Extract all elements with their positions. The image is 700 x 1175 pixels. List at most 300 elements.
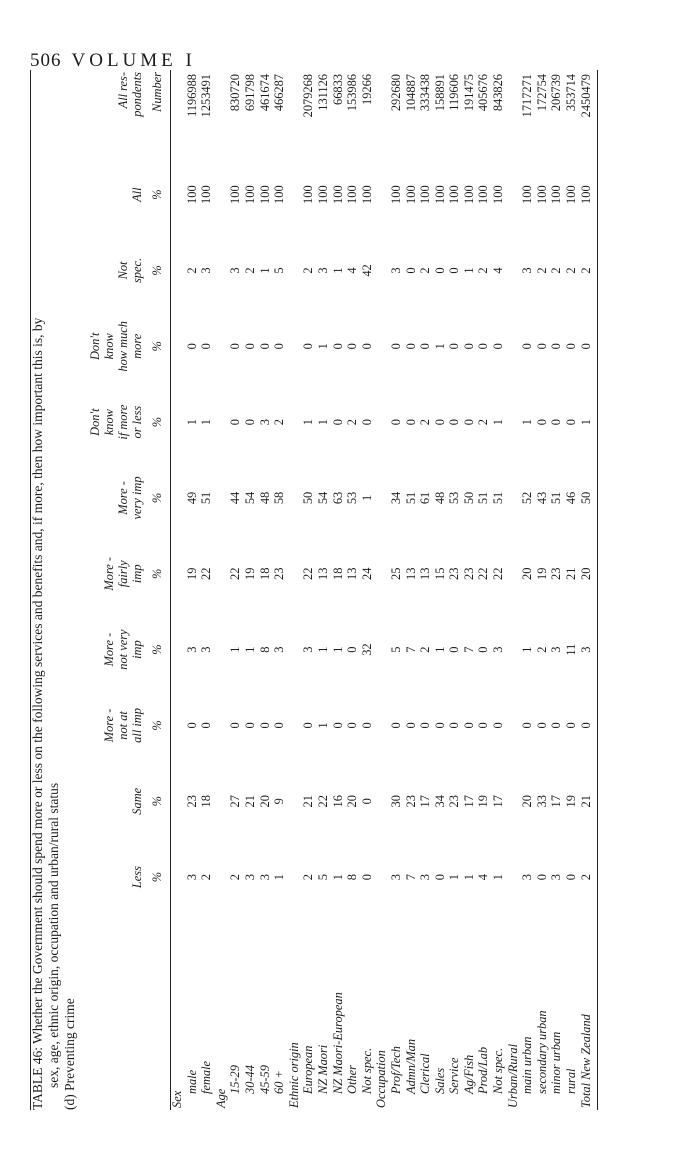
cell-dk_how_much: 0 [403, 343, 418, 350]
cell-number: 691798 [242, 74, 257, 112]
cell-all: 100 [491, 185, 506, 204]
cell-less: 3 [418, 873, 433, 881]
row-label: female [199, 1060, 214, 1094]
cell-fairly: 20 [520, 567, 535, 580]
column-header-line: More - [102, 556, 116, 591]
cell-same: 16 [330, 795, 345, 808]
column-header-line: not at [116, 711, 130, 740]
column-header-line: Don't [88, 332, 102, 361]
cell-very: 51 [199, 491, 214, 505]
cell-not_at_all: 0 [199, 722, 214, 729]
cell-not_spec: 0 [447, 267, 462, 274]
cell-all: 100 [301, 185, 316, 204]
table-row [258, 70, 273, 1110]
cell-less: 1 [461, 873, 476, 881]
cell-number: 172754 [534, 74, 549, 112]
column-header-line: not very [116, 629, 130, 670]
column-header-not_very [88, 612, 170, 688]
column-header-line: All res- [116, 72, 130, 109]
column-header-line: very imp [130, 476, 144, 520]
cell-less: 3 [549, 873, 564, 881]
cell-dk_more_less: 2 [345, 419, 360, 426]
cell-all: 100 [359, 185, 374, 204]
cell-all: 100 [461, 185, 476, 204]
cell-not_spec: 1 [257, 267, 272, 274]
cell-very: 50 [301, 491, 316, 505]
column-header-line: More - [102, 632, 116, 667]
cell-all: 100 [403, 185, 418, 204]
cell-not_very: 32 [359, 643, 374, 656]
cell-less: 4 [476, 873, 491, 881]
cell-dk_how_much: 0 [242, 343, 257, 350]
cell-not_very: 11 [564, 643, 579, 656]
cell-fairly: 13 [315, 567, 330, 580]
cell-dk_how_much: 1 [432, 343, 447, 350]
cell-not_at_all: 0 [184, 722, 199, 729]
cell-same: 17 [549, 795, 564, 808]
page-header [30, 50, 196, 72]
cell-dk_more_less: 1 [520, 419, 535, 426]
cell-same: 27 [228, 795, 243, 808]
cell-not_spec: 1 [330, 267, 345, 274]
row-label: main urban [520, 1036, 535, 1094]
row-label: 15-29 [228, 1065, 243, 1094]
column-header-not_spec [88, 233, 170, 309]
table-row [564, 70, 579, 1110]
cell-all: 100 [199, 185, 214, 204]
cell-very: 49 [184, 491, 199, 505]
row-label: Urban/Rural [505, 1043, 520, 1108]
cell-not_very: 0 [447, 646, 462, 653]
cell-very: 48 [257, 491, 272, 505]
cell-not_spec: 3 [388, 267, 403, 274]
cell-same: 34 [432, 795, 447, 808]
cell-less: 7 [403, 873, 418, 881]
data-table [88, 70, 593, 1110]
cell-dk_more_less: 3 [257, 419, 272, 426]
cell-all: 100 [228, 185, 243, 204]
cell-not_spec: 2 [549, 267, 564, 274]
cell-very: 44 [228, 491, 243, 505]
column-header-line: all imp [130, 708, 144, 743]
cell-dk_more_less: 0 [549, 419, 564, 426]
cell-same: 18 [199, 795, 214, 808]
row-label: Ethnic origin [286, 1042, 301, 1108]
cell-very: 63 [330, 491, 345, 505]
group-heading [506, 70, 521, 1110]
column-header-line: imp [130, 640, 144, 659]
cell-not_spec: 3 [228, 267, 243, 274]
row-label: Clerical [418, 1053, 433, 1094]
cell-same: 20 [520, 795, 535, 808]
column-unit: % [150, 720, 164, 731]
cell-dk_more_less: 1 [301, 419, 316, 426]
cell-very: 34 [388, 491, 403, 505]
row-label: Ag/Fish [461, 1054, 476, 1094]
cell-fairly: 22 [301, 567, 316, 580]
cell-very: 51 [476, 491, 491, 505]
cell-not_very: 7 [403, 646, 418, 653]
cell-not_spec: 2 [301, 267, 316, 274]
table-row [345, 70, 360, 1110]
cell-very: 54 [242, 491, 257, 505]
cell-dk_how_much: 0 [330, 343, 345, 350]
cell-not_very: 0 [345, 646, 360, 653]
cell-dk_how_much: 0 [184, 343, 199, 350]
table-number: TABLE 46: [30, 1046, 45, 1110]
column-unit: % [150, 416, 164, 428]
cell-not_at_all: 0 [330, 722, 345, 729]
column-header-line: if more [116, 404, 130, 440]
cell-not_spec: 4 [345, 267, 360, 274]
cell-not_at_all: 0 [272, 722, 287, 729]
cell-not_at_all: 0 [520, 722, 535, 729]
cell-dk_more_less: 0 [330, 419, 345, 426]
cell-less: 8 [345, 873, 360, 881]
cell-dk_how_much: 0 [301, 343, 316, 350]
table-row [331, 70, 346, 1110]
header-blank [88, 915, 170, 1110]
cell-less: 1 [447, 873, 462, 881]
header-row [88, 70, 170, 1110]
cell-not_spec: 2 [418, 267, 433, 274]
cell-less: 0 [534, 873, 549, 881]
cell-dk_how_much: 0 [418, 343, 433, 350]
cell-not_at_all: 0 [418, 722, 433, 729]
row-label: Occupation [374, 1050, 389, 1108]
cell-very: 46 [564, 491, 579, 505]
cell-not_at_all: 1 [315, 722, 330, 729]
cell-less: 3 [184, 873, 199, 881]
cell-dk_more_less: 0 [388, 419, 403, 426]
cell-dk_how_much: 0 [491, 343, 506, 350]
cell-not_at_all: 0 [534, 722, 549, 729]
cell-dk_more_less: 2 [418, 419, 433, 426]
cell-not_spec: 4 [491, 267, 506, 274]
group-spacer [287, 70, 302, 915]
cell-fairly: 25 [388, 567, 403, 580]
cell-all: 100 [345, 185, 360, 204]
cell-number: 119606 [447, 74, 462, 111]
cell-same: 23 [403, 795, 418, 808]
cell-fairly: 19 [184, 567, 199, 580]
cell-number: 353714 [564, 74, 579, 112]
table-row [360, 70, 375, 1110]
cell-number: 2450479 [578, 74, 593, 118]
cell-number: 333438 [418, 74, 433, 112]
cell-same: 22 [315, 795, 330, 808]
table-row [389, 70, 404, 1110]
cell-dk_more_less: 1 [199, 419, 214, 426]
cell-less: 3 [520, 873, 535, 881]
cell-not_at_all: 0 [228, 722, 243, 729]
cell-all: 100 [520, 185, 535, 204]
cell-less: 3 [388, 873, 403, 881]
row-label: Service [447, 1057, 462, 1094]
group-heading [374, 70, 389, 1110]
column-header-all [88, 157, 170, 233]
cell-not_at_all: 0 [301, 722, 316, 729]
table-title-line2: sex, age, ethnic origin, occupation and urban/rural status [46, 782, 61, 1088]
cell-number: 843826 [491, 74, 506, 112]
cell-number: 466287 [272, 74, 287, 112]
cell-very: 51 [403, 491, 418, 505]
cell-not_spec: 3 [199, 267, 214, 274]
column-unit: % [150, 644, 164, 655]
cell-same: 21 [242, 795, 257, 808]
cell-not_very: 8 [257, 646, 272, 653]
group-spacer [214, 70, 229, 915]
cell-not_very: 1 [432, 646, 447, 653]
cell-number: 66833 [330, 74, 345, 105]
table-row [418, 70, 433, 1110]
cell-dk_more_less: 1 [578, 419, 593, 426]
cell-very: 51 [491, 491, 506, 505]
cell-not_very: 2 [534, 646, 549, 653]
row-label: Prof/Tech [388, 1046, 403, 1094]
cell-fairly: 22 [199, 567, 214, 580]
row-label: minor urban [549, 1031, 564, 1094]
cell-fairly: 18 [330, 567, 345, 580]
cell-dk_more_less: 0 [461, 419, 476, 426]
cell-very: 61 [418, 491, 433, 505]
cell-not_at_all: 0 [447, 722, 462, 729]
table-row [243, 70, 258, 1110]
cell-not_at_all: 0 [549, 722, 564, 729]
column-header-line: More - [102, 708, 116, 743]
cell-less: 2 [228, 873, 243, 881]
row-label: 45-59 [257, 1065, 272, 1094]
cell-fairly: 19 [534, 567, 549, 580]
cell-number: 206739 [549, 74, 564, 112]
cell-very: 1 [359, 494, 374, 502]
cell-number: 131126 [315, 74, 330, 111]
cell-not_very: 1 [228, 646, 243, 653]
column-header-line: Less [130, 866, 144, 889]
cell-fairly: 22 [491, 567, 506, 580]
cell-dk_how_much: 0 [199, 343, 214, 350]
row-label: Not spec. [359, 1047, 374, 1094]
header-rule [170, 70, 171, 1110]
row-label: Admn/Man [403, 1038, 418, 1094]
cell-not_very: 0 [476, 646, 491, 653]
row-label: Prod/Lab [476, 1046, 491, 1094]
column-header-number [88, 70, 170, 157]
table-row [316, 70, 331, 1110]
cell-not_very: 1 [315, 646, 330, 653]
cell-number: 104887 [403, 74, 418, 112]
table-row [476, 70, 491, 1110]
cell-dk_how_much: 0 [564, 343, 579, 350]
column-header-fairly [88, 536, 170, 612]
cell-not_very: 3 [301, 646, 316, 653]
table-caption [30, 70, 78, 1110]
cell-less: 0 [564, 873, 579, 881]
cell-less: 3 [257, 873, 272, 881]
cell-fairly: 15 [432, 567, 447, 580]
cell-very: 48 [432, 491, 447, 505]
cell-dk_how_much: 0 [461, 343, 476, 350]
table-row [447, 70, 462, 1110]
cell-not_spec: 3 [520, 267, 535, 274]
row-label: NZ Maori [315, 1044, 330, 1094]
cell-same: 9 [272, 798, 287, 805]
cell-all: 100 [432, 185, 447, 204]
cell-dk_how_much: 0 [257, 343, 272, 350]
row-label: Not spec. [491, 1047, 506, 1094]
column-header-line: how much [116, 321, 130, 372]
cell-dk_how_much: 0 [534, 343, 549, 350]
table-row [228, 70, 243, 1110]
row-label: Sex [170, 1090, 184, 1108]
cell-same: 30 [388, 795, 403, 808]
group-spacer [374, 70, 389, 915]
column-unit: % [150, 265, 164, 276]
cell-less: 0 [359, 873, 374, 881]
cell-not_very: 1 [242, 646, 257, 653]
cell-not_very: 2 [418, 646, 433, 653]
cell-not_at_all: 0 [403, 722, 418, 729]
table-title-line1: Whether the Government should spend more or less on the following services and benefits and, if more, then how important this is, by [30, 317, 45, 1044]
total-row [579, 70, 594, 1110]
cell-dk_more_less: 0 [242, 419, 257, 426]
cell-dk_how_much: 0 [272, 343, 287, 350]
cell-same: 19 [564, 795, 579, 808]
column-unit: % [150, 871, 164, 883]
column-header-line: fairly [116, 560, 130, 588]
cell-all: 100 [418, 185, 433, 204]
cell-fairly: 23 [461, 567, 476, 580]
cell-same: 33 [534, 795, 549, 808]
column-header-same [88, 763, 170, 839]
cell-very: 50 [578, 491, 593, 505]
cell-not_spec: 0 [432, 267, 447, 274]
cell-number: 19266 [359, 74, 374, 105]
column-header-very [88, 460, 170, 536]
cell-not_spec: 0 [403, 267, 418, 274]
table-row [301, 70, 316, 1110]
table-row [549, 70, 564, 1110]
cell-not_at_all: 0 [432, 722, 447, 729]
column-unit: % [150, 568, 164, 579]
table-section: (d) Preventing crime [62, 998, 77, 1110]
cell-not_spec: 2 [578, 267, 593, 274]
cell-same: 0 [359, 798, 374, 805]
cell-fairly: 23 [272, 567, 287, 580]
cell-all: 100 [315, 185, 330, 204]
cell-same: 17 [461, 795, 476, 808]
cell-not_very: 3 [199, 646, 214, 653]
cell-number: 461674 [257, 74, 272, 112]
rotated-table-block [30, 70, 670, 1110]
cell-fairly: 21 [564, 567, 579, 580]
cell-all: 100 [257, 185, 272, 204]
cell-not_spec: 2 [476, 267, 491, 274]
cell-dk_more_less: 1 [184, 419, 199, 426]
cell-very: 53 [345, 491, 360, 505]
cell-number: 830720 [228, 74, 243, 112]
cell-all: 100 [549, 185, 564, 204]
row-label: Sales [432, 1067, 447, 1094]
column-unit: % [150, 796, 164, 807]
cell-not_very: 3 [491, 646, 506, 653]
cell-very: 52 [520, 491, 535, 505]
cell-same: 17 [491, 795, 506, 808]
row-label: Total New Zealand [578, 1014, 593, 1108]
cell-fairly: 20 [578, 567, 593, 580]
cell-not_at_all: 0 [491, 722, 506, 729]
column-header-line: or less [130, 405, 144, 439]
cell-not_very: 3 [549, 646, 564, 653]
cell-not_very: 3 [578, 646, 593, 653]
column-header-line: more [130, 333, 144, 359]
cell-dk_how_much: 0 [549, 343, 564, 350]
cell-not_spec: 2 [242, 267, 257, 274]
row-label: male [184, 1069, 199, 1094]
cell-fairly: 13 [403, 567, 418, 580]
cell-number: 405676 [476, 74, 491, 112]
cell-fairly: 24 [359, 567, 374, 580]
row-label: Other [345, 1065, 360, 1094]
group-spacer [506, 70, 521, 915]
cell-not_spec: 3 [315, 267, 330, 274]
cell-not_at_all: 0 [257, 722, 272, 729]
bottom-rule [597, 70, 598, 1110]
cell-not_very: 3 [272, 646, 287, 653]
cell-not_at_all: 0 [476, 722, 491, 729]
cell-dk_more_less: 0 [359, 419, 374, 426]
cell-dk_more_less: 1 [491, 419, 506, 426]
cell-all: 100 [330, 185, 345, 204]
row-label: NZ Maori-European [330, 992, 345, 1094]
cell-dk_how_much: 0 [388, 343, 403, 350]
cell-very: 54 [315, 491, 330, 505]
cell-not_at_all: 0 [345, 722, 360, 729]
table-row [404, 70, 419, 1110]
cell-same: 21 [301, 795, 316, 808]
cell-not_at_all: 0 [242, 722, 257, 729]
group-spacer [170, 70, 185, 915]
row-label: secondary urban [534, 1010, 549, 1094]
column-unit: Number [150, 72, 164, 112]
cell-not_spec: 2 [564, 267, 579, 274]
cell-dk_more_less: 0 [534, 419, 549, 426]
column-header-line: imp [130, 564, 144, 584]
cell-dk_more_less: 0 [564, 419, 579, 426]
cell-fairly: 18 [257, 567, 272, 580]
cell-dk_how_much: 0 [447, 343, 462, 350]
column-header-dk_how_much [88, 308, 170, 384]
cell-same: 23 [447, 795, 462, 808]
column-header-line: know [102, 333, 116, 360]
cell-fairly: 13 [345, 567, 360, 580]
cell-less: 2 [301, 873, 316, 881]
cell-dk_more_less: 0 [432, 419, 447, 426]
cell-very: 43 [534, 491, 549, 505]
cell-dk_how_much: 0 [359, 343, 374, 350]
cell-less: 1 [272, 873, 287, 881]
cell-not_at_all: 0 [578, 722, 593, 729]
cell-less: 3 [242, 873, 257, 881]
cell-same: 21 [578, 795, 593, 808]
column-header-line: Not [116, 261, 130, 280]
cell-dk_how_much: 0 [578, 343, 593, 350]
cell-all: 100 [564, 185, 579, 204]
cell-less: 2 [199, 873, 214, 881]
group-heading [287, 70, 302, 1110]
cell-less: 2 [578, 873, 593, 881]
cell-dk_more_less: 1 [315, 419, 330, 426]
